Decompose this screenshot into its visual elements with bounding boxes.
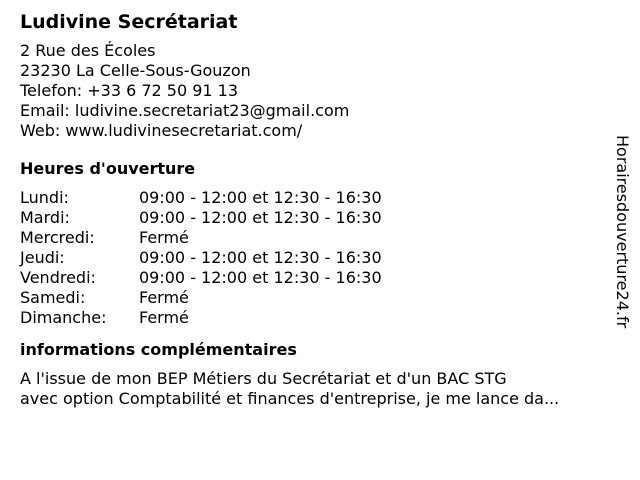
opening-hours-table [20,188,610,328]
address-line-2: 23230 La Celle-Sous-Gouzon [20,61,251,80]
hours-day: Mardi: [20,208,70,227]
address-line-1: 2 Rue des Écoles [20,41,156,60]
hours-time: 09:00 - 12:00 et 12:30 - 16:30 [139,268,382,287]
hours-row-saturday [20,288,610,308]
hours-day: Lundi: [20,188,69,207]
additional-info-line-2: avec option Comptabilité et finances d'entreprise, je me lance da... [20,389,560,408]
phone-line: Telefon: +33 6 72 50 91 13 [20,81,239,100]
hours-time: 09:00 - 12:00 et 12:30 - 16:30 [139,208,382,227]
hours-row-wednesday [20,228,610,248]
web-line: Web: www.ludivinesecretariat.com/ [20,121,303,140]
hours-row-monday [20,188,610,208]
hours-row-thursday [20,248,610,268]
business-card [20,9,610,409]
hours-time: 09:00 - 12:00 et 12:30 - 16:30 [139,188,382,207]
hours-time: Fermé [139,228,189,247]
opening-hours-title: Heures d'ouverture [20,159,196,178]
hours-row-tuesday [20,208,610,228]
hours-row-friday [20,268,610,288]
hours-day: Mercredi: [20,228,95,247]
hours-time: Fermé [139,288,189,307]
hours-row-sunday [20,308,610,328]
additional-info-line-1: A l'issue de mon BEP Métiers du Secrétariat et d'un BAC STG [20,369,507,388]
hours-day: Dimanche: [20,308,107,327]
hours-time: 09:00 - 12:00 et 12:30 - 16:30 [139,248,382,267]
business-name: Ludivine Secrétariat [20,11,238,33]
watermark-text: Horairesdouverture24.fr [613,135,632,329]
hours-day: Jeudi: [20,248,65,267]
site-watermark [612,135,632,370]
hours-day: Vendredi: [20,268,96,287]
additional-info-title: informations complémentaires [20,340,297,359]
hours-day: Samedi: [20,288,86,307]
hours-time: Fermé [139,308,189,327]
email-line: Email: ludivine.secretariat23@gmail.com [20,101,350,120]
